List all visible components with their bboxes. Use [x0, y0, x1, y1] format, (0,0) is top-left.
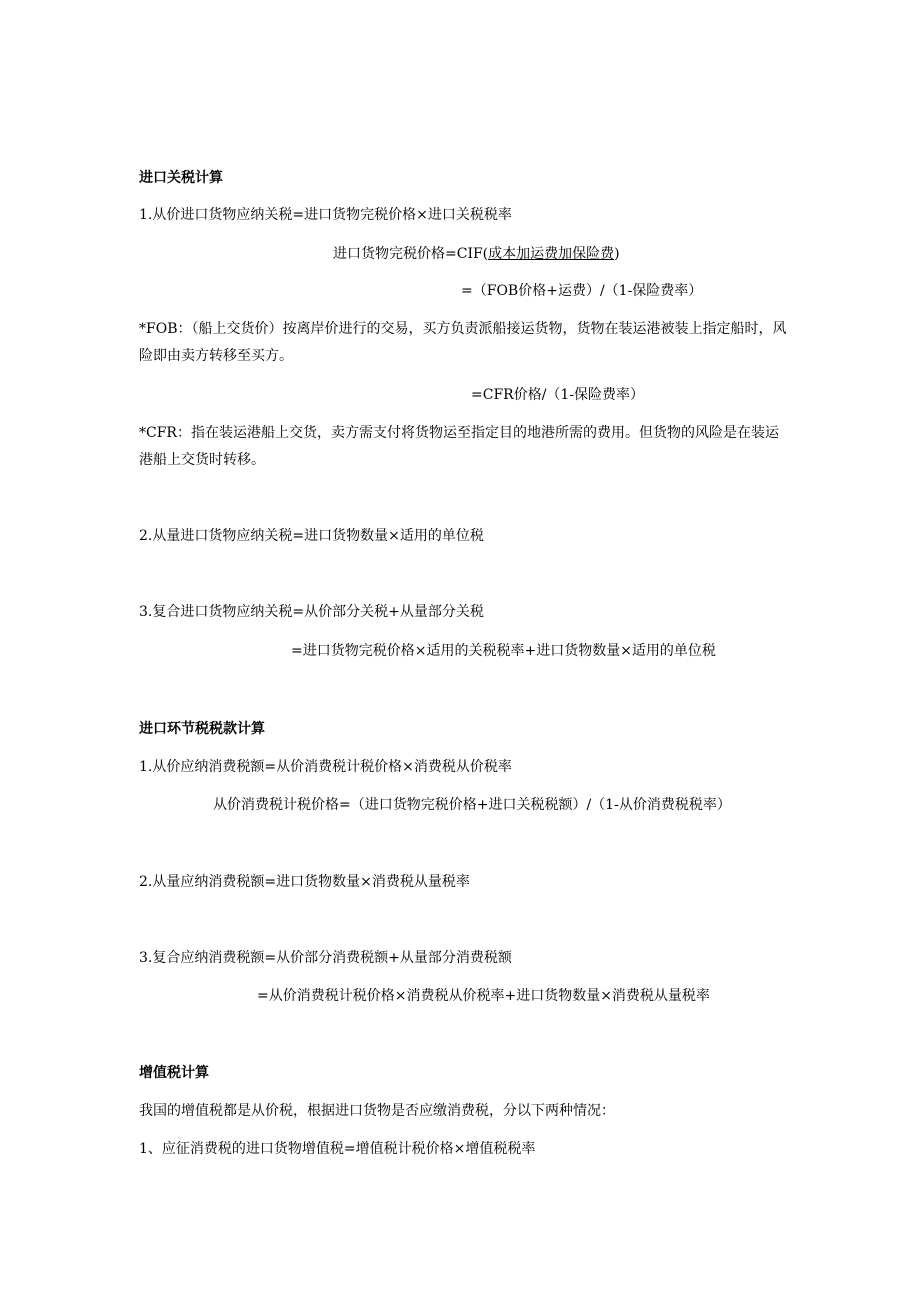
formula-vat-excisable: 1、应征消费税的进口货物增值税=增值税计税价格×增值税税率	[139, 1141, 536, 1157]
vat-intro: 我国的增值税都是从价税，根据进口货物是否应缴消费税，分以下两种情况：	[139, 1103, 615, 1119]
formula-compound-duty-expanded: =进口货物完税价格×适用的关税税率+进口货物数量×适用的单位税	[291, 643, 716, 659]
formula-fob: =（FOB价格+运费）/（1-保险费率）	[461, 283, 703, 299]
formula-cif	[333, 244, 620, 264]
formula-compound-excise-expanded: =从价消费税计税价格×消费税从价税率+进口货物数量×消费税从量税率	[257, 988, 710, 1004]
section-title-vat: 增值税计算	[139, 1065, 209, 1081]
section-title-import-duty: 进口关税计算	[139, 170, 223, 186]
note-cfr: *CFR：指在装运港船上交货，卖方需支付将货物运至指定目的地港所需的费用。但货物的风险是在装运港船上交货时转移。	[139, 425, 779, 468]
cif-prefix: 进口货物完税价格=CIF(	[333, 246, 489, 262]
formula-specific-duty: 2.从量进口货物应纳关税=进口货物数量×适用的单位税	[139, 528, 484, 544]
formula-ad-valorem-duty: 1.从价进口货物应纳关税=进口货物完税价格×进口关税税率	[139, 207, 512, 223]
formula-specific-excise: 2.从量应纳消费税额=进口货物数量×消费税从量税率	[139, 874, 470, 890]
formula-excise-taxable-price: 从价消费税计税价格=（进口货物完税价格+进口关税税额）/（1-从价消费税税率）	[213, 797, 731, 813]
formula-cfr: =CFR价格/（1-保险费率）	[471, 387, 645, 403]
section-title-import-link-tax: 进口环节税税款计算	[139, 721, 265, 737]
formula-ad-valorem-excise: 1.从价应纳消费税额=从价消费税计税价格×消费税从价税率	[139, 759, 512, 775]
formula-compound-duty: 3.复合进口货物应纳关税=从价部分关税+从量部分关税	[139, 604, 484, 620]
cif-suffix: )	[614, 246, 620, 262]
cif-underlined-text: 成本加运费加保险费	[488, 246, 615, 262]
formula-compound-excise: 3.复合应纳消费税额=从价部分消费税额+从量部分消费税额	[139, 950, 512, 966]
note-fob: *FOB：（船上交货价）按离岸价进行的交易，买方负责派船接运货物，货物在装运港被装上指定船时，风险即由卖方转移至买方。	[139, 321, 787, 364]
